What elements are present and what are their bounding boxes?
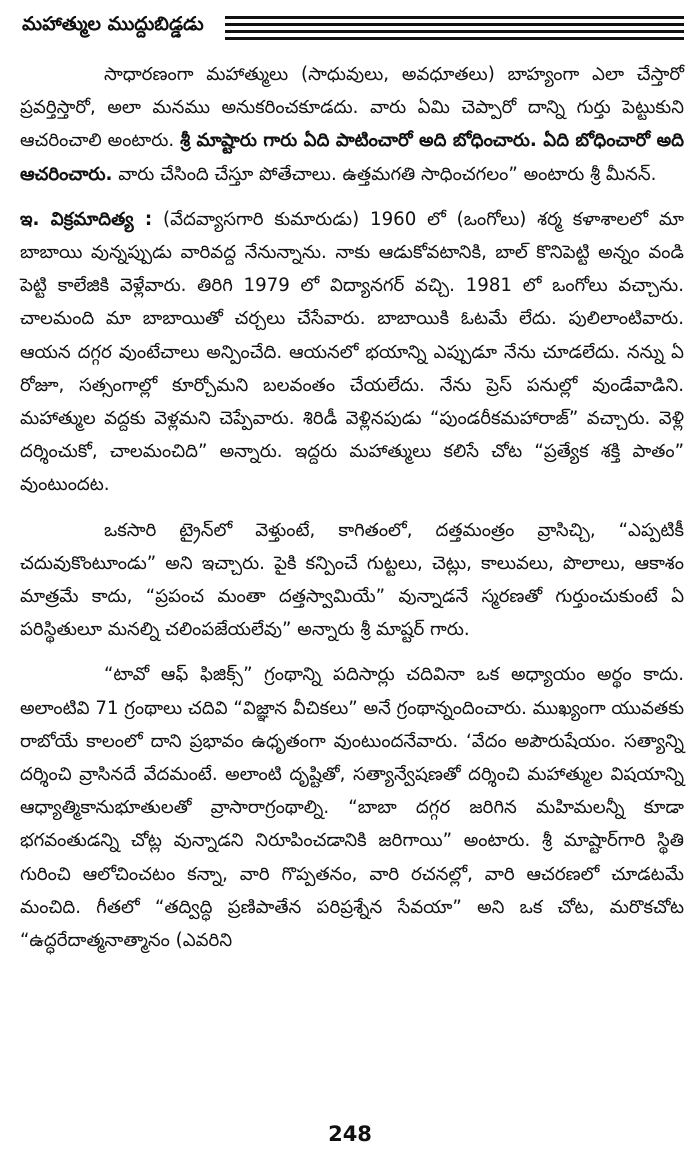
paragraph-1-text-b: వారు చేసింది చేస్తూ పోతేచాలు. ఉత్తమగతి సాధించగలం” అంటారు శ్రీ మీనన్. <box>118 163 657 185</box>
paragraph-3 <box>20 514 684 647</box>
paragraph-3-text: ఒకసారి ట్రైన్‌లో వెళ్తుంటే, కాగితంలో, దత్తమంత్రం వ్రాసిచ్చి, “ఎప్పటికీ చదువుకొంటూండు” అని ఇచ్చారు. పైకి కన్పించే గుట్టలు, చెట్లు, కాలువలు, పొలాలు, ఆకాశం మాత్రమే కాదు, “ప్రపంచ మంతా దత్తస్వామియే” వున్నాడనే స్మరణతో గుర్తుంచుకుంటే ఏ పరిస్థితులూ మనల్ని చలింపజేయలేవు” అన్నారు శ్రీ మాష్టర్ గారు. <box>20 519 684 641</box>
header-rules <box>225 16 684 44</box>
paragraph-1 <box>20 58 684 191</box>
body-text <box>20 58 684 969</box>
paragraph-4-text: “టావో ఆఫ్ ఫిజిక్స్” గ్రంథాన్ని పదిసార్లు చదివినా ఒక అధ్యాయం అర్థం కాదు. అలాంటివి 71 గ్రంథాలు చదివి “విజ్ఞాన వీచికలు” అనే గ్రంథాన్నందించారు. ముఖ్యంగా యువతకు రాబోయే కాలంలో దాని ప్రభావం ఉధృతంగా వుంటుందనేవారు. ‘వేదం అపౌరుషేయం. సత్యాన్ని దర్శించి వ్రాసినదే వేదమంటే. అలాంటి దృష్టితో, సత్యాన్వేషణతో దర్శించి మహాత్ముల విషయాన్ని ఆధ్యాత్మికానుభూతులతో వ్రాసారాగ్రంథాల్ని. “బాబా దగ్గర జరిగిన మహిమలన్నీ కూడా భగవంతుడన్ని చోట్ల వున్నాడని నిరూపించడానికి జరిగాయి” అంటారు. శ్రీ మాష్టార్‌గారి స్థితి గురించి ఆలోచించటం కన్నా, వారి గొప్పతనం, వారి రచనల్లో, వారి ఆచరణలో చూడటమే మంచిది. గీతలో “తద్విద్ధి ప్రణిపాతేన పరిప్రశ్నేన సేవయా” అని ఒక చోట, మరొకచోట “ఉద్ధరేదాత్మనాత్మానం (ఎవరిని <box>20 664 684 952</box>
paragraph-1-text-a: సాధారణంగా మహాత్ములు (సాధువులు, అవధూతలు) బాహ్యంగా ఎలా చేస్తారో ప్రవర్తిస్తారో, అలా మనము అనుకరించకూడదు. వారు ఏమి చెప్పారో దాన్ని గుర్తు పెట్టుకుని ఆచరించాలి అంటారు. <box>20 64 684 152</box>
header-rule <box>225 23 684 26</box>
page-number: 248 <box>328 1122 372 1146</box>
paragraph-1-emphasis: శ్రీ మాష్టారు గారు ఏది పాటించారో అది బోధించారు. ఏది బోధించారో అది ఆచరించారు. <box>20 130 684 185</box>
page-header <box>20 0 684 50</box>
paragraph-4 <box>20 658 684 957</box>
speaker-name: ఇ. విక్రమాదిత్య : <box>20 208 153 230</box>
paragraph-2-text: (వేదవ్యాసగారి కుమారుడు) 1960 లో (ఒంగోలు) శర్మ కళాశాలలో మా బాబాయి వున్నప్పుడు వారివద్ద నేనున్నాను. నాకు ఆడుకోవటానికి, బాల్ కొనిపెట్టి అన్నం వండి పెట్టి కాలేజికి వెళ్లేవారు. తిరిగి 1979 లో విద్యానగర్ వచ్చి. 1981 లో ఒంగోలు వచ్చాను. చాలమంది మా బాబాయితో చర్చలు చేసేవారు. బాబాయికి ఓటమే లేదు. పులిలాంటివారు. ఆయన దగ్గర వుంటేచాలు అన్పించేది. ఆయనలో భయాన్ని ఎప్పుడూ నేను చూడలేదు. నన్ను ఏ రోజూ, సత్సంగాల్లో కూర్చోమని బలవంతం చేయలేదు. నేను ప్రెస్ పనుల్లో వుండేవాడిని. మహాత్ముల వద్దకు వెళ్లమని చెప్పేవారు. శిరిడీ వెళ్లినపుడు “పుండరీకమహారాజ్” వచ్చారు. వెళ్లి దర్శించుకో, చాలమంచిది” అన్నారు. ఇద్దరు మహాత్ములు కలిసే చోట “ప్రత్యేక శక్తి పాతం” వుంటుందట. <box>20 208 684 496</box>
header-rule <box>225 30 684 33</box>
paragraph-2 <box>20 203 684 502</box>
running-title: మహాత్ముల ముద్దుబిడ్డడు <box>22 13 204 35</box>
header-rule <box>225 16 684 19</box>
header-rule <box>225 37 684 40</box>
